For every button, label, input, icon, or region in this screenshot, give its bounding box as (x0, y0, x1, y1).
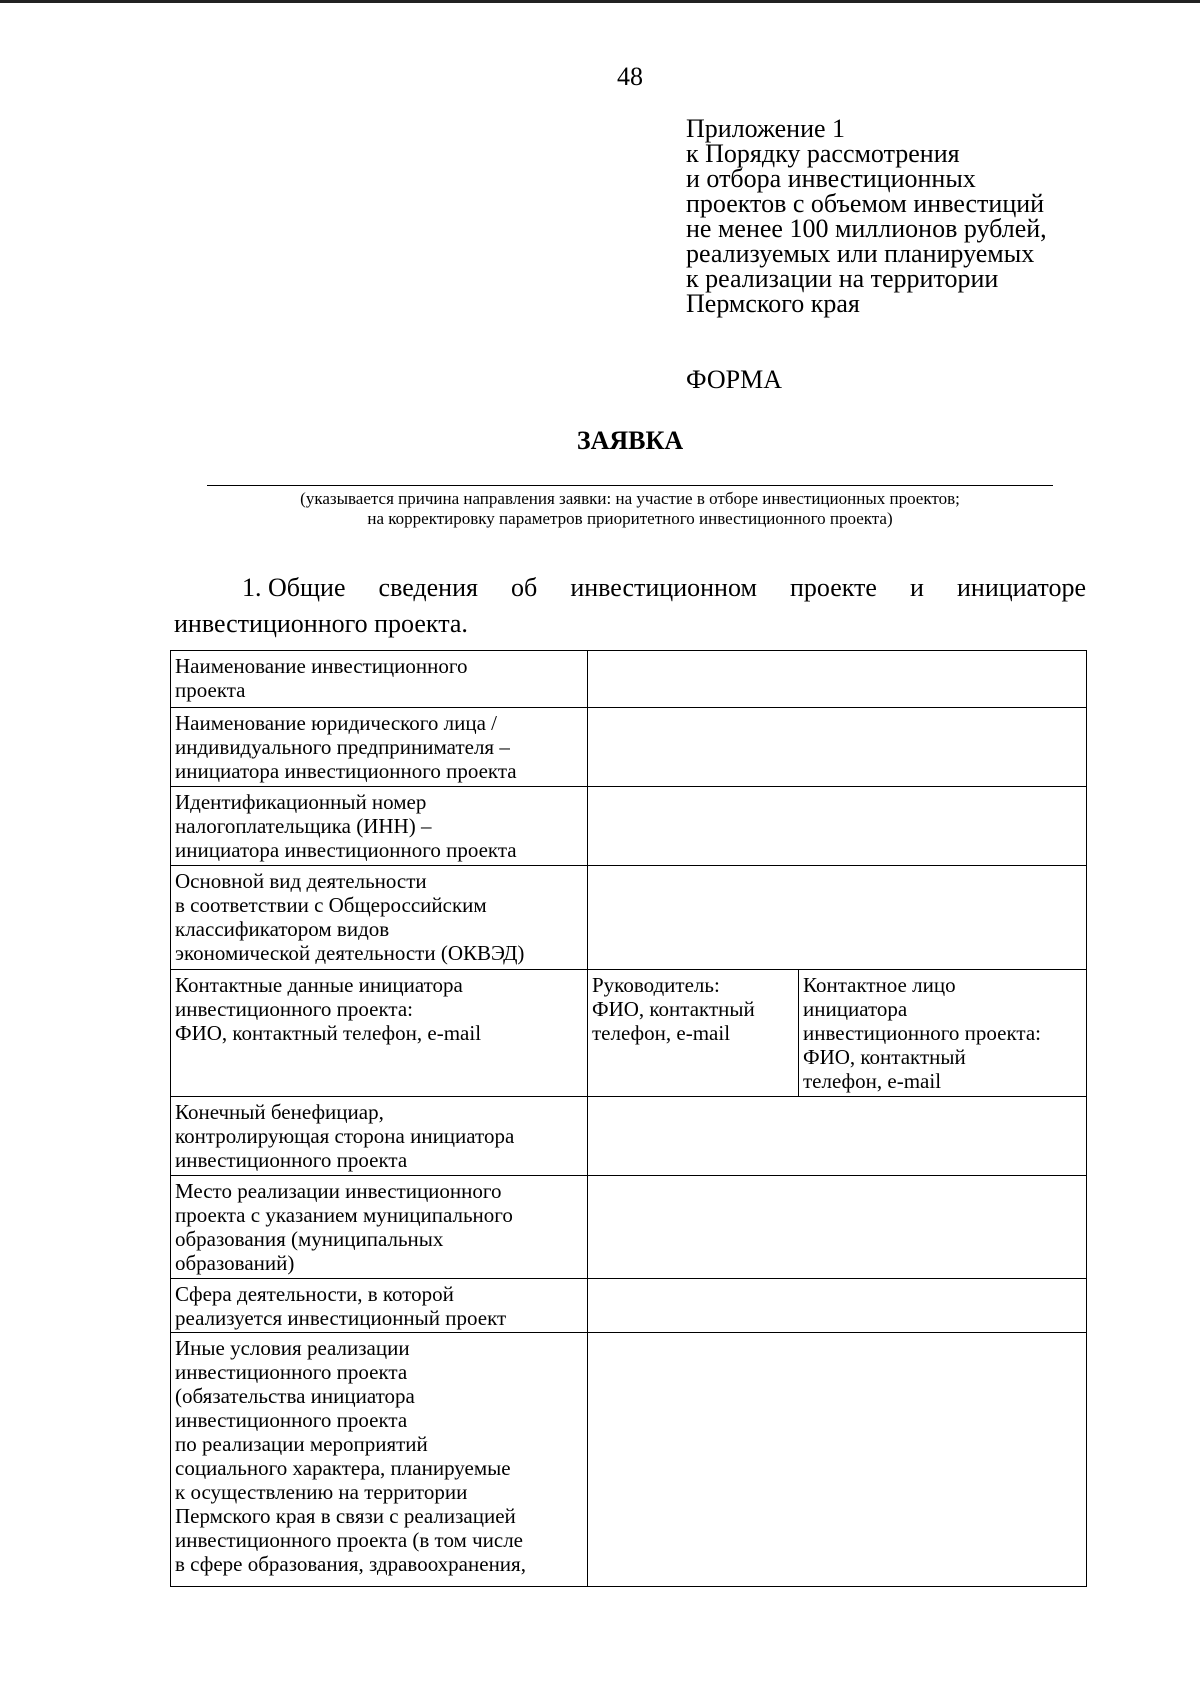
row-label: Основной вид деятельности в соответствии с Общероссийским классификатором видов экономической деятельности (ОКВЭД) (171, 866, 588, 970)
value-cell-project-name[interactable] (588, 651, 1087, 708)
reason-note-line: (указывается причина направления заявки: на участие в отборе инвестиционных проектов; (300, 489, 960, 508)
row-label: Контактные данные инициатора инвестиционного проекта: ФИО, контактный телефон, e-mail (171, 970, 588, 1097)
heading-word: инициаторе (956, 573, 1086, 602)
row-label: Сфера деятельности, в которой реализуется инвестиционный проект (171, 1279, 588, 1333)
value-cell-sphere[interactable] (588, 1279, 1087, 1333)
row-label: Конечный бенефициар, контролирующая сторона инициатора инвестиционного проекта (171, 1097, 588, 1176)
document-title: ЗАЯВКА (576, 426, 684, 455)
page-top-border (0, 0, 1200, 3)
row-label: Иные условия реализации инвестиционного проекта (обязательства инициатора инвестиционного проекта по реализации мероприятий социального характера, планируемые к осуществлению на территории Пермского края в связи с реализацией инвестиционного проекта (в том числе в сфере образования, здравоохранения, (171, 1333, 588, 1587)
section-heading-line2: инвестиционного проекта. (174, 609, 468, 638)
value-cell-inn[interactable] (588, 787, 1087, 866)
project-info-table (170, 650, 1087, 1587)
value-cell-location[interactable] (588, 1176, 1087, 1279)
table-row (171, 970, 1087, 1097)
heading-word: об (511, 573, 538, 602)
row-label: Наименование инвестиционного проекта (171, 651, 588, 708)
table-row (171, 1176, 1087, 1279)
table-row (171, 866, 1087, 970)
table-row (171, 651, 1087, 708)
heading-word: сведения (378, 573, 478, 602)
page-number: 48 (617, 62, 643, 91)
table-row (171, 1279, 1087, 1333)
appendix-line: Пермского края (686, 289, 860, 318)
value-cell-legal-entity[interactable] (588, 708, 1087, 787)
contact-head-cell[interactable]: Руководитель: ФИО, контактный телефон, e-mail (588, 970, 799, 1097)
value-cell-other-conditions[interactable] (588, 1333, 1087, 1587)
value-cell-beneficiary[interactable] (588, 1097, 1087, 1176)
row-label: Наименование юридического лица / индивидуального предпринимателя – инициатора инвестиционного проекта (171, 708, 588, 787)
row-label: Идентификационный номер налогоплательщика (ИНН) – инициатора инвестиционного проекта (171, 787, 588, 866)
appendix-line: не менее 100 миллионов рублей, (686, 214, 1047, 243)
appendix-header (686, 116, 1047, 316)
heading-word: проекте (789, 573, 877, 602)
appendix-line: к Порядку рассмотрения (686, 139, 960, 168)
section-heading-line1 (174, 570, 1086, 606)
row-label: Место реализации инвестиционного проекта с указанием муниципального образования (муниципальных образований) (171, 1176, 588, 1279)
form-label: ФОРМА (686, 365, 782, 394)
value-cell-okved[interactable] (588, 866, 1087, 970)
appendix-line: проектов с объемом инвестиций (686, 189, 1045, 218)
table-row (171, 708, 1087, 787)
reason-note-line: на корректировку параметров приоритетного инвестиционного проекта) (367, 509, 893, 528)
section-heading (174, 570, 1086, 642)
table-row (171, 787, 1087, 866)
table-row (171, 1333, 1087, 1587)
reason-note (207, 489, 1053, 529)
appendix-line: Приложение 1 (686, 114, 846, 143)
appendix-line: к реализации на территории (686, 264, 999, 293)
appendix-line: реализуемых или планируемых (686, 239, 1035, 268)
heading-word: 1. Общие (242, 573, 346, 602)
appendix-line: и отбора инвестиционных (686, 164, 976, 193)
heading-word: и (910, 573, 924, 602)
heading-word: инвестиционном (570, 573, 757, 602)
reason-fill-line (207, 485, 1053, 486)
contact-person-cell[interactable]: Контактное лицо инициатора инвестиционного проекта: ФИО, контактный телефон, e-mail (799, 970, 1087, 1097)
table-row (171, 1097, 1087, 1176)
